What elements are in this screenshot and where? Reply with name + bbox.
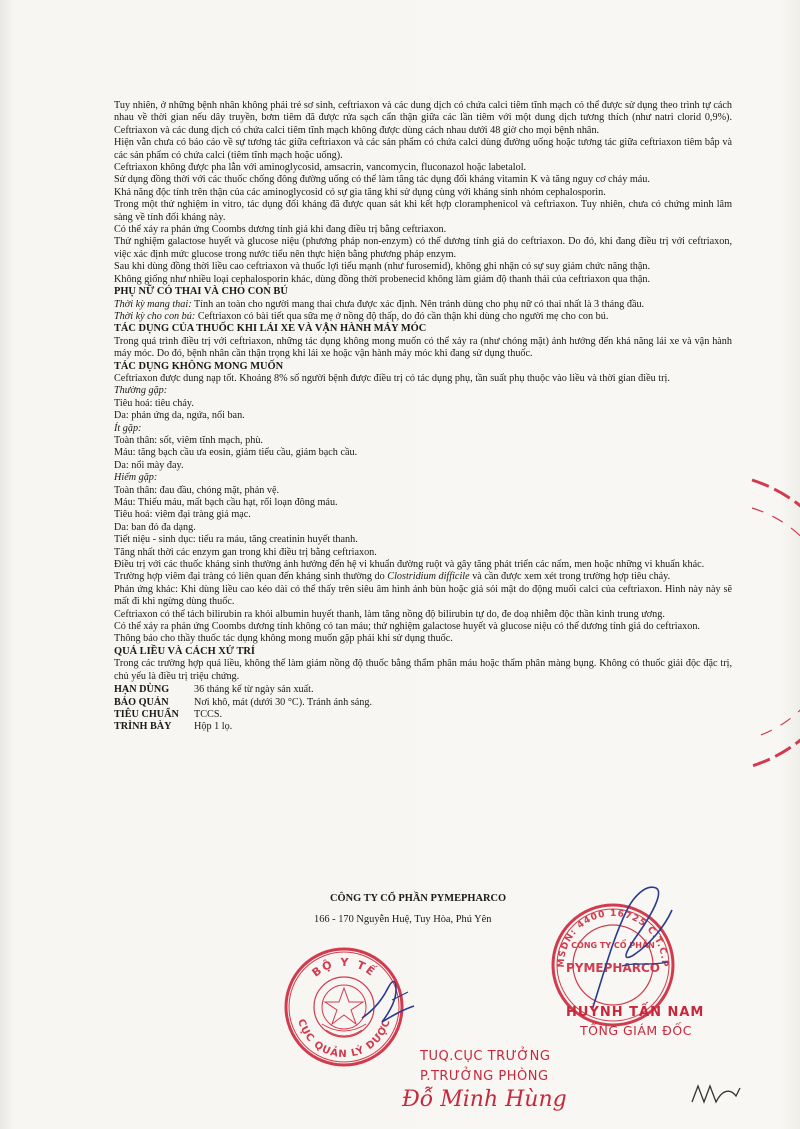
approval-signer-name: Đỗ Minh Hùng xyxy=(402,1087,567,1112)
cdiff-after: và cần được xem xét trong trường hợp tiêu chảy. xyxy=(469,571,671,583)
cdiff-paragraph xyxy=(114,571,732,583)
lactation-paragraph xyxy=(114,311,732,323)
approval-line-1: TUQ.CỤC TRƯỞNG xyxy=(420,1049,551,1064)
ministry-seal-bottom-text: CỤC QUẢN LÝ DƯỢC xyxy=(295,1017,393,1061)
paragraph: Khả năng độc tính trên thận của các aminoglycosid có sự gia tăng khi sử dụng cùng với kháng sinh nhóm cephalosporin. xyxy=(114,186,606,198)
edge-seal-stamp xyxy=(748,478,800,768)
paragraph: Hiện vẫn chưa có báo cáo về sự tương tác giữa ceftriaxon và các sản phẩm có chứa calci dùng đường uống hoặc tương tác giữa ceftriaxon tiêm bắp và các sản phẩm có chứa calci (tiêm tĩnh mạch hoặc uống). xyxy=(114,137,732,161)
table-row xyxy=(114,684,372,696)
paragraph: Thông báo cho thầy thuốc tác dụng không mong muốn gặp phải khi sử dụng thuốc. xyxy=(114,633,453,645)
paragraph: Sau khi dùng đồng thời liều cao ceftriaxon và thuốc lợi tiểu mạnh (như furosemid), không ghi nhận có sự suy giảm chức năng thận. xyxy=(114,261,651,273)
table-row xyxy=(114,697,372,709)
list-item: Da: ban đỏ đa dạng. xyxy=(114,521,196,533)
list-item: Máu: Thiếu máu, mất bạch cầu hạt, rối loạn đông máu. xyxy=(114,497,338,508)
spec-value: TCCS. xyxy=(194,708,223,720)
list-item: Toàn thân: sốt, viêm tĩnh mạch, phù. xyxy=(114,434,263,446)
uncommon-label: Ít gặp: xyxy=(114,422,142,434)
ministry-seal-top-text: BỘ Y TẾ xyxy=(309,955,379,980)
pregnancy-text: Tính an toàn cho người mang thai chưa được xác định. Nên tránh dùng cho phụ nữ có thai nhất là 3 tháng đầu. xyxy=(191,298,645,310)
spec-value: Hộp 1 lọ. xyxy=(194,721,233,733)
paragraph: Tuy nhiên, ở những bệnh nhân không phải trẻ sơ sinh, ceftriaxon và các dung dịch có chứa calci tiêm tĩnh mạch có thể được sử dụng theo trình tự cách nhau về thời gian nếu dây truyền, bơm tiêm đã được rửa sạch cẩn thận giữa các lần tiêm với một dung dịch tương thích (như natri clorid 0,9%). Ceftriaxon và các dung dịch có chứa calci tiêm tĩnh mạch không được dùng cách nhau dưới 48 giờ cho mọi bệnh nhân. xyxy=(114,100,732,136)
table-row xyxy=(114,709,372,721)
ministry-signature xyxy=(352,970,432,1045)
company-name: CÔNG TY CỔ PHẦN PYMEPHARCO xyxy=(330,893,507,904)
paragraph: Thử nghiệm galactose huyết và glucose niệu (phương pháp non-enzym) có thể dương tính giả do ceftriaxon. Do đó, khi đang điều trị với ceftriaxon, việc xác định mức glucose trong nước tiểu nên thực hiện bằng phương pháp enzym. xyxy=(114,236,732,260)
driving-paragraph: Trong quá trình điều trị với ceftriaxon, những tác dụng không mong muốn có thể xảy ra (như chóng mặt) ảnh hưởng đến khả năng lái xe và vận hành máy móc. Do đó, bệnh nhân cần thận trọng khi lái xe hoặc vận hành máy móc khi đang sử dụng thuốc. xyxy=(114,335,732,360)
spec-key: HẠN DÙNG xyxy=(114,684,170,696)
director-title: TỔNG GIÁM ĐỐC xyxy=(580,1023,692,1038)
paragraph: Trong một thử nghiệm in vitro, tác dụng đối kháng đã được quan sát khi kết hợp cloramphenicol và ceftriaxon. Tuy nhiên, chưa có chứng minh lâm sàng về tính đối kháng này. xyxy=(114,199,732,223)
initials-signature xyxy=(688,1080,748,1115)
pregnancy-paragraph xyxy=(114,299,732,311)
lactation-label: Thời kỳ cho con bú: xyxy=(114,310,196,322)
company-seal-line-2: PYMEPHARCO xyxy=(566,961,660,975)
list-item: Máu: tăng bạch cầu ưa eosin, giảm tiểu cầu, giảm bạch cầu. xyxy=(114,447,358,459)
section-heading-adverse: TÁC DỤNG KHÔNG MONG MUỐN xyxy=(114,360,284,372)
spec-key: BẢO QUẢN xyxy=(114,696,169,708)
interaction-paragraphs xyxy=(114,100,732,286)
paragraph: Tăng nhất thời các enzym gan trong khi điều trị bằng ceftriaxon. xyxy=(114,546,377,558)
paragraph: Điều trị với các thuốc kháng sinh thường ảnh hưởng đến hệ vi khuẩn đường ruột và gây tăng phát triển các nấm, men hoặc những vi khuẩn khác. xyxy=(114,559,705,571)
paragraph: Có thể xảy ra phản ứng Coombs dương tính giả khi đang điều trị bằng ceftriaxon. xyxy=(114,224,447,236)
paragraph: Có thể xảy ra phản ứng Coombs dương tính không có tan máu; thử nghiệm galactose huyết và glucose niệu có thể dương tính giả do ceftriaxon. xyxy=(114,621,700,633)
list-item: Da: phản ứng da, ngứa, nổi ban. xyxy=(114,410,245,422)
common-label: Thường gặp: xyxy=(114,385,168,397)
list-item: Toàn thân: đau đầu, chóng mặt, phản vệ. xyxy=(114,484,280,496)
paragraph: Ceftriaxon có thể tách bilirubin ra khỏi albumin huyết thanh, làm tăng nồng độ bilirubin tự do, đe doạ nhiễm độc thần kinh trung ương. xyxy=(114,608,665,620)
cdiff-organism: Clostridium difficile xyxy=(387,571,470,583)
spec-value: 36 tháng kể từ ngày sản xuất. xyxy=(194,684,314,696)
overdose-paragraph: Trong các trường hợp quá liều, không thể làm giảm nồng độ thuốc bằng thẩm phân máu hoặc thẩm phân màng bụng. Không có thuốc giải độc đặc trị, chủ yếu là điều trị triệu chứng. xyxy=(114,658,732,682)
spec-key: TIÊU CHUẨN xyxy=(114,708,179,720)
company-block xyxy=(314,893,570,925)
adverse-intro: Ceftriaxon được dung nạp tốt. Khoảng 8% số người bệnh được điều trị có tác dụng phụ, tần suất phụ thuộc vào liều và thời gian điều trị. xyxy=(114,372,670,384)
list-item: Tiêu hoá: tiêu chảy. xyxy=(114,397,194,409)
director-signature xyxy=(572,870,692,1025)
section-heading-pregnancy: PHỤ NỮ CÓ THAI VÀ CHO CON BÚ xyxy=(114,286,288,298)
lactation-text: Ceftriaxon có bài tiết qua sữa mẹ ở nồng độ thấp, do đó cần thận khi dùng cho người mẹ cho con bú. xyxy=(195,310,609,322)
company-seal-ring-text: MSDN: 4400 16725 C.T.C.P xyxy=(556,908,670,968)
spec-key: TRÌNH BÀY xyxy=(114,721,172,733)
document-body xyxy=(114,100,732,734)
section-heading-overdose: QUÁ LIỀU VÀ CÁCH XỬ TRÍ xyxy=(114,645,255,657)
pregnancy-label: Thời kỳ mang thai: xyxy=(114,298,192,310)
table-row xyxy=(114,721,372,733)
list-item: Tiêu hoá: viêm đại tràng giả mạc. xyxy=(114,509,251,521)
list-item: Da: nổi mày đay. xyxy=(114,459,184,471)
paragraph: Sử dụng đồng thời với các thuốc chống đông đường uống có thể làm tăng tác dụng đối kháng vitamin K và tăng nguy cơ chảy máu. xyxy=(114,174,650,186)
spec-value: Nơi khô, mát (dưới 30 °C). Tránh ánh sáng. xyxy=(194,696,372,708)
paragraph: Phản ứng khác: Khi dùng liều cao kéo dài có thể thấy trên siêu âm hình ảnh bùn hoặc giả sỏi mật do động muối calci của ceftriaxon. Hình này này sẽ mất đi khi ngừng dùng thuốc. xyxy=(114,583,732,608)
company-seal-line-1: CÔNG TY CỔ PHẦN xyxy=(571,941,655,950)
paragraph: Ceftriaxon không được pha lẫn với aminoglycosid, amsacrin, vancomycin, fluconazol hoặc labetalol. xyxy=(114,162,527,174)
spec-table xyxy=(114,684,372,734)
list-item: Tiết niệu - sinh dục: tiểu ra máu, tăng creatinin huyết thanh. xyxy=(114,534,358,546)
cdiff-before: Trường hợp viêm đại tràng có liên quan đến kháng sinh thường do xyxy=(114,571,388,583)
company-address: 166 - 170 Nguyễn Huệ, Tuy Hòa, Phú Yên xyxy=(314,914,492,925)
paragraph: Không giống như nhiều loại cephalosporin khác, dùng đồng thời probenecid không làm giảm độ thanh thải của ceftriaxon qua thận. xyxy=(114,273,651,285)
section-heading-driving: TÁC DỤNG CỦA THUỐC KHI LÁI XE VÀ VẬN HÀNH MÁY MÓC xyxy=(114,323,427,335)
rare-label: Hiếm gặp: xyxy=(114,472,158,484)
approval-line-2: P.TRƯỞNG PHÒNG xyxy=(420,1069,549,1084)
director-name: HUỲNH TẤN NAM xyxy=(566,1005,705,1020)
